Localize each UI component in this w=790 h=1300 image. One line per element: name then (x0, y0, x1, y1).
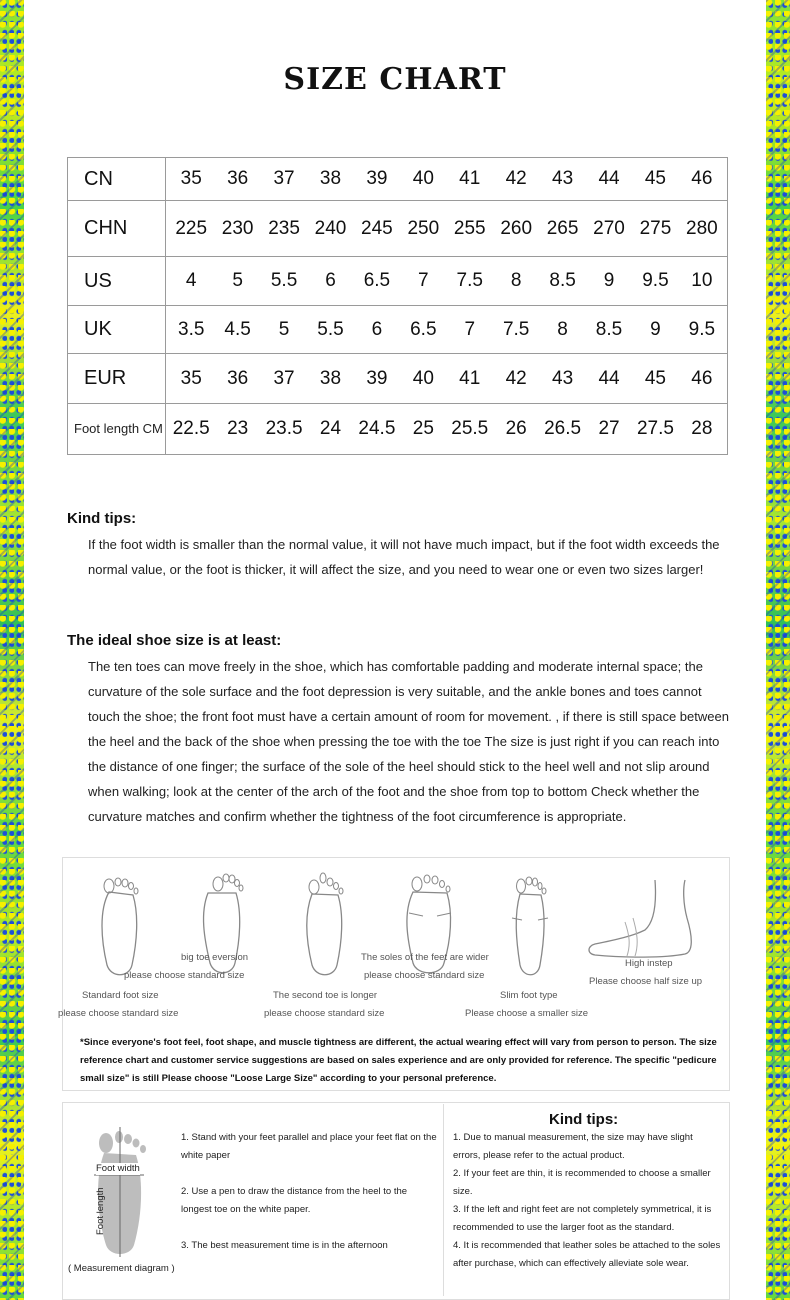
size-cell: 39 (366, 367, 388, 389)
standard-foot-icon (95, 870, 145, 980)
big-toe-sub: please choose standard size (124, 970, 245, 981)
decorative-border-left (0, 0, 24, 1300)
size-cell: 35 (180, 367, 202, 389)
size-cell: 4 (185, 270, 197, 291)
panel-divider (443, 1104, 444, 1296)
kind-tips-heading: Kind tips: (67, 510, 137, 527)
size-cell: 27 (598, 418, 620, 439)
size-cell: 39 (366, 168, 388, 189)
size-row-values (166, 306, 728, 354)
size-cell: 6.5 (363, 270, 391, 291)
size-cell: 36 (227, 367, 249, 389)
second-toe-title: The second toe is longer (273, 990, 378, 1001)
size-cell: 250 (407, 217, 440, 239)
size-cell: 43 (552, 168, 574, 189)
size-cell: 8.5 (595, 318, 623, 340)
size-cell: 25 (412, 418, 434, 439)
size-row-label: CN (68, 158, 166, 201)
size-cell: 5 (232, 270, 243, 291)
size-cell: 280 (686, 217, 718, 239)
kind-tips-heading-2: Kind tips: (549, 1111, 619, 1128)
size-cell: 7.5 (502, 318, 530, 340)
size-row-values (166, 257, 728, 306)
size-cell: 270 (593, 217, 625, 239)
size-cell: 10 (691, 270, 713, 291)
size-cell: 230 (221, 217, 254, 239)
slim-foot-title: Slim foot type (500, 990, 558, 1001)
tip-1: 1. Due to manual measurement, the size may have slight errors, please refer to the actual product. (453, 1132, 693, 1161)
size-cell: 8 (557, 318, 568, 340)
size-cell: 5 (278, 318, 290, 340)
size-cell: 7 (464, 318, 476, 340)
high-instep-title: High instep (625, 958, 673, 969)
size-cell: 46 (691, 168, 713, 189)
size-cell: 26 (505, 418, 527, 439)
size-row (68, 158, 728, 201)
size-cell: 7 (418, 270, 429, 291)
size-table (67, 157, 728, 455)
size-row-label: CHN (68, 201, 166, 257)
size-cell: 245 (361, 217, 393, 239)
size-cell: 9.5 (642, 270, 669, 291)
size-cell: 240 (314, 217, 347, 239)
size-cell: 45 (644, 367, 666, 389)
slim-foot-icon (508, 870, 552, 980)
size-cell: 23.5 (265, 418, 303, 439)
high-instep-foot-icon (585, 878, 695, 963)
size-cell: 41 (459, 367, 481, 389)
size-cell: 260 (500, 217, 533, 239)
ideal-size-heading: The ideal shoe size is at least: (67, 632, 282, 649)
size-row-label: UK (68, 306, 166, 354)
size-cell: 37 (273, 168, 295, 189)
high-instep-sub: Please choose half size up (589, 976, 703, 987)
size-cell: 45 (644, 168, 666, 189)
size-cell: 37 (273, 367, 295, 389)
size-cell: 43 (552, 367, 574, 389)
size-cell: 46 (691, 367, 713, 389)
size-row (68, 354, 728, 404)
size-cell: 225 (175, 217, 208, 239)
page-title: SIZE CHART (283, 62, 507, 97)
size-cell: 40 (412, 367, 434, 389)
size-cell: 4.5 (224, 318, 251, 340)
decorative-border-right (766, 0, 790, 1300)
size-cell: 6.5 (410, 318, 437, 340)
wide-foot-sub: please choose standard size (364, 970, 485, 981)
size-row-label: US (68, 257, 166, 306)
size-cell: 9 (603, 270, 615, 291)
foot-length-label: Foot length (95, 1187, 106, 1235)
size-cell: 25.5 (451, 418, 489, 439)
measurement-caption: ( Measurement diagram ) (68, 1263, 175, 1274)
size-cell: 42 (505, 367, 527, 389)
measure-step-3: 3. The best measurement time is in the afternoon (181, 1240, 388, 1251)
kind-tips-text: If the foot width is smaller than the normal value, it will not have much impact, but if the foot width exceeds the normal value, or the foot is thicker, it will affect the size, and you need to wear one or even two sizes larger! (88, 537, 720, 577)
standard-foot-title: Standard foot size (82, 990, 159, 1001)
size-cell: 6 (325, 270, 336, 291)
tip-4: 4. It is recommended that leather soles be attached to the soles after purchase, which can effectively alleviate sole wear. (453, 1240, 721, 1269)
size-cell: 5.5 (317, 318, 344, 340)
size-row-label: EUR (68, 354, 166, 404)
size-cell: 28 (691, 418, 713, 439)
size-row-values (166, 158, 728, 201)
size-cell: 8.5 (549, 270, 576, 291)
size-row (68, 306, 728, 354)
disclaimer-text: *Since everyone's foot feel, foot shape, and muscle tightness are different, the actual wearing effect will vary from person to person. The size reference chart and customer service suggestions are based on sales experience and are only provided for reference. The specific "pedicure small size" is still Please choose "Loose Large Size" according to your personal preference. (80, 1037, 717, 1084)
standard-foot-sub: please choose standard size (58, 1008, 179, 1019)
measure-step-1: 1. Stand with your feet parallel and place your feet flat on the white paper (181, 1132, 437, 1161)
size-cell: 38 (319, 168, 342, 189)
tip-2: 2. If your feet are thin, it is recommended to choose a smaller size. (453, 1168, 711, 1197)
size-cell: 22.5 (172, 418, 210, 439)
second-toe-foot-icon (300, 870, 350, 980)
size-cell: 27.5 (636, 418, 674, 439)
second-toe-sub: please choose standard size (264, 1008, 385, 1019)
size-cell: 44 (598, 367, 620, 389)
tip-3: 3. If the left and right feet are not completely symmetrical, it is recommended to use the larger foot as the standard. (453, 1204, 712, 1233)
size-cell: 38 (319, 367, 342, 389)
measure-step-2: 2. Use a pen to draw the distance from the heel to the longest toe on the white paper. (181, 1186, 408, 1215)
size-cell: 9 (650, 318, 661, 340)
foot-width-label: Foot width (96, 1163, 140, 1174)
size-cell: 41 (459, 168, 481, 189)
size-cell: 42 (505, 168, 527, 189)
size-cell: 24 (319, 418, 342, 439)
size-row-values (166, 201, 728, 257)
size-row-values (166, 404, 728, 455)
size-cell: 3.5 (178, 318, 205, 340)
size-cell: 235 (268, 217, 300, 239)
size-cell: 36 (227, 168, 249, 189)
big-toe-title: big toe eversion (181, 952, 249, 963)
size-cell: 7.5 (456, 270, 483, 291)
size-row-label: Foot length CM (68, 404, 166, 455)
size-cell: 23 (227, 418, 249, 439)
size-cell: 24.5 (358, 418, 396, 439)
size-row-values (166, 354, 728, 404)
size-cell: 6 (371, 318, 383, 340)
ideal-size-text: The ten toes can move freely in the shoe, which has comfortable padding and moderate internal space; the curvature of the sole surface and the foot depression is very suitable, and the ankle bones and toes cannot touch the shoe; the front foot must have a certain amount of room for movement. , if there is still space between the heel and the back of the shoe when pressing the toe with the toe The size is just right if you can reach into the distance of one finger; the surface of the sole of the heel should stick to the heel well and not slip around when walking; look at the center of the arch of the foot and the shoe from top to bottom Check whether the curvature matches and confirm whether the tightness of the foot circumference is appropriate. (88, 659, 729, 824)
size-cell: 275 (639, 217, 672, 239)
size-row (68, 404, 728, 455)
size-row (68, 201, 728, 257)
size-row (68, 257, 728, 306)
size-cell: 8 (510, 270, 522, 291)
size-cell: 265 (546, 217, 579, 239)
size-cell: 40 (412, 168, 434, 189)
size-cell: 9.5 (688, 318, 716, 340)
size-cell: 255 (453, 217, 486, 239)
size-cell: 35 (180, 168, 202, 189)
size-cell: 26.5 (544, 418, 582, 439)
size-cell: 44 (598, 168, 620, 189)
slim-foot-sub: Please choose a smaller size (465, 1008, 589, 1019)
size-cell: 5.5 (270, 270, 298, 291)
wide-foot-title: The soles of the feet are wider (361, 952, 489, 963)
